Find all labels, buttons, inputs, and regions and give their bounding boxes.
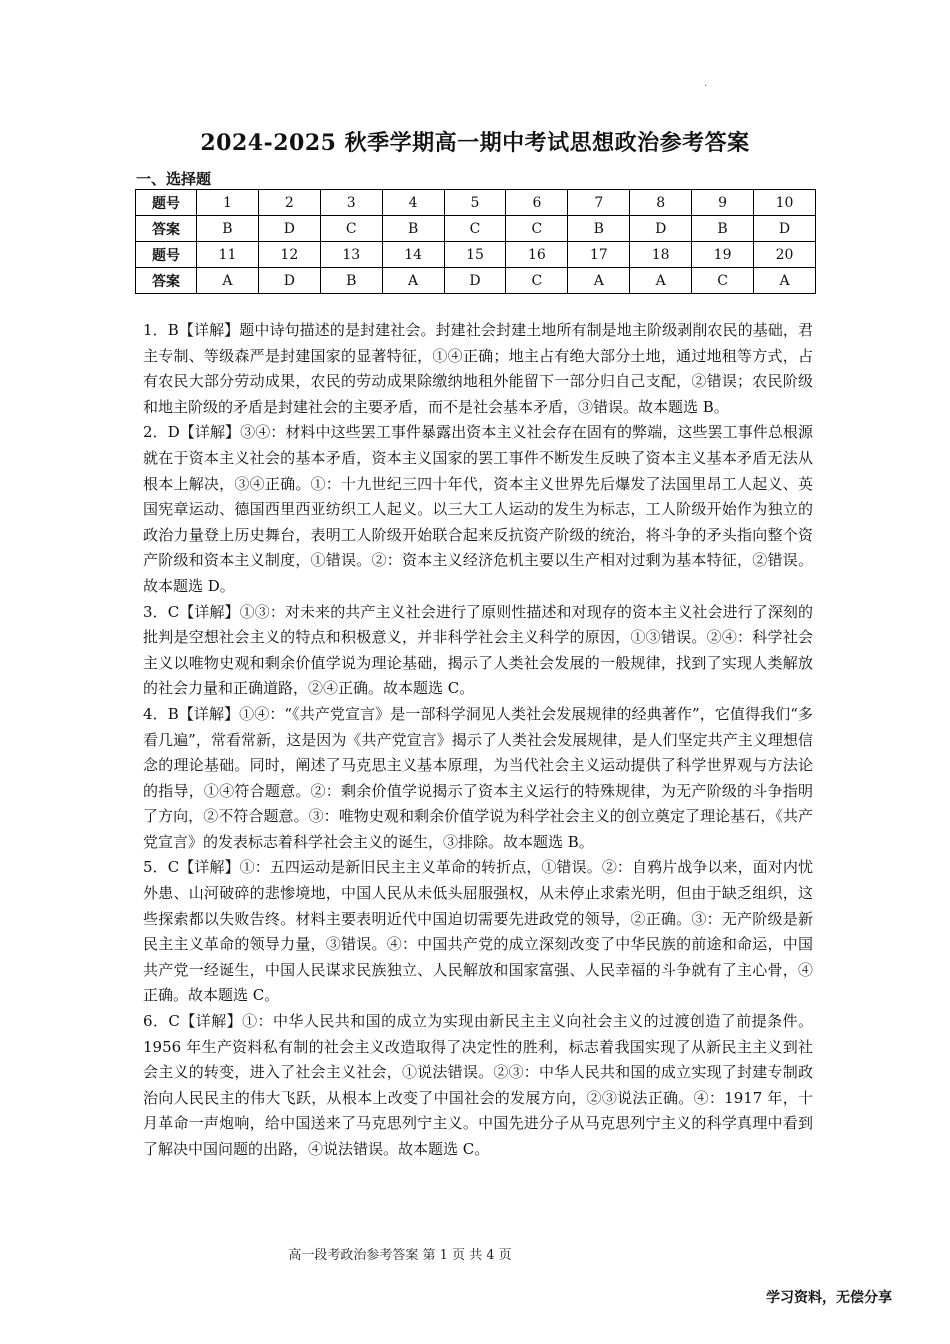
table-cell: D	[258, 268, 320, 294]
table-row-answers-1	[136, 216, 816, 242]
table-cell: A	[754, 268, 816, 294]
row-label: 题号	[136, 242, 197, 268]
table-cell: C	[692, 268, 754, 294]
table-cell: B	[197, 216, 259, 242]
table-cell: A	[197, 268, 259, 294]
page-footer: 高一段考政治参考答案 第 1 页 共 4 页	[288, 1248, 512, 1263]
table-cell: 2	[258, 190, 320, 216]
table-cell: 7	[568, 190, 630, 216]
explanation-item: 5．C【详解】①：五四运动是新旧民主主义革命的转折点，①错误。②：自鸦片战争以来，面对内忧外患、山河破碎的悲惨境地，中国人民从未低头屈服强权，从未停止求索光明，但由于缺乏组织，这些探索都以失败告终。材料主要表明近代中国迫切需要先进政党的领导，②正确。③：无产阶级是新民主主义革命的领导力量，③错误。④：中国共产党的成立深刻改变了中华民族的前途和命运，中国共产党一经诞生，中国人民谋求民族独立、人民解放和国家富强、人民幸福的斗争就有了主心骨，④正确。故本题选 C。	[143, 858, 813, 1005]
table-cell: C	[506, 268, 568, 294]
decorative-dot: .	[704, 78, 708, 89]
row-label: 答案	[136, 268, 197, 294]
table-cell: D	[754, 216, 816, 242]
table-cell: 16	[506, 242, 568, 268]
table-cell: B	[692, 216, 754, 242]
page-title: 2024-2025 秋季学期高一期中考试思想政治参考答案	[200, 130, 750, 156]
table-cell: D	[258, 216, 320, 242]
table-cell: A	[630, 268, 692, 294]
table-cell: 13	[320, 242, 382, 268]
table-row-numbers-2	[136, 242, 816, 268]
table-cell: 5	[444, 190, 506, 216]
table-cell: 17	[568, 242, 630, 268]
table-row-answers-2	[136, 268, 816, 294]
table-cell: B	[382, 216, 444, 242]
table-cell: 8	[630, 190, 692, 216]
explanation-item: 4．B【详解】①④：“《共产党宣言》是一部科学洞见人类社会发展规律的经典著作”，它值得我们“多看几遍”，常看常新，这是因为《共产党宣言》揭示了人类社会发展规律，是人们坚定共产主义理想信念的理论基础。同时，阐述了马克思主义基本原理，为当代社会主义运动提供了科学世界观与方法论的指导，①④符合题意。②：剩余价值学说揭示了资本主义运行的特殊规律，为无产阶级的斗争指明了方向，②不符合题意。③：唯物史观和剩余价值学说为科学社会主义的创立奠定了理论基石，《共产党宣言》的发表标志着科学社会主义的诞生，③排除。故本题选 B。	[143, 704, 813, 851]
row-label: 题号	[136, 190, 197, 216]
table-cell: D	[630, 216, 692, 242]
table-cell: 14	[382, 242, 444, 268]
explanation-item: 6．C【详解】①：中华人民共和国的成立为实现由新民主主义向社会主义的过渡创造了前提条件。1956 年生产资料私有制的社会主义改造取得了决定性的胜利，标志着我国实现了从新民主主义到社会主义的转变，进入了社会主义社会，①说法错误。②③：中华人民共和国的成立实现了封建专制政治向人民民主的伟大飞跃，从根本上改变了中国社会的发展方向，②③说法正确。④：1917 年，十月革命一声炮响，给中国送来了马克思列宁主义。中国先进分子从马克思列宁主义的科学真理中看到了解决中国问题的出路，④说法错误。故本题选 C。	[143, 1012, 813, 1158]
watermark-text: 学习资料，无偿分享	[766, 1290, 892, 1306]
explanation-list	[143, 318, 813, 1163]
table-cell: 3	[320, 190, 382, 216]
table-cell: B	[568, 216, 630, 242]
table-cell: D	[444, 268, 506, 294]
table-cell: 11	[197, 242, 259, 268]
table-cell: A	[382, 268, 444, 294]
table-cell: 12	[258, 242, 320, 268]
table-cell: C	[320, 216, 382, 242]
table-cell: B	[320, 268, 382, 294]
table-cell: 9	[692, 190, 754, 216]
table-cell: 15	[444, 242, 506, 268]
table-cell: 4	[382, 190, 444, 216]
table-cell: 19	[692, 242, 754, 268]
explanation-item: 3．C【详解】①③：对未来的共产主义社会进行了原则性描述和对现存的资本主义社会进行了深刻的批判是空想社会主义的特点和积极意义，并非科学社会主义科学的原因，①③错误。②④：科学社会主义以唯物史观和剩余价值学说为理论基础，揭示了人类社会发展的一般规律，找到了实现人类解放的社会力量和正确道路，②④正确。故本题选 C。	[143, 602, 813, 698]
explanation-item: 2．D【详解】③④：材料中这些罢工事件暴露出资本主义社会存在固有的弊端，这些罢工事件总根源就在于资本主义社会的基本矛盾，资本主义国家的罢工事件不断发生反映了资本主义基本矛盾无法从根本上解决，③④正确。①：十九世纪三四十年代，资本主义世界先后爆发了法国里昂工人起义、英国宪章运动、德国西里西亚纺织工人起义。以三大工人运动的发生为标志，工人阶级开始作为独立的政治力量登上历史舞台，表明工人阶级开始联合起来反抗资产阶级的统治，将斗争的矛头指向整个资产阶级和资本主义制度，①错误。②：资本主义经济危机主要以生产相对过剩为基本特征，②错误。故本题选 D。	[143, 423, 813, 595]
section-title: 一、选择题	[136, 170, 212, 188]
answer-table	[135, 189, 816, 294]
row-label: 答案	[136, 216, 197, 242]
table-cell: 1	[197, 190, 259, 216]
table-cell: A	[568, 268, 630, 294]
explanation-item: 1．B【详解】题中诗句描述的是封建社会。封建社会封建土地所有制是地主阶级剥削农民的基础，君主专制、等级森严是封建国家的显著特征，①④正确；地主占有绝大部分土地，通过地租等方式，占有农民大部分劳动成果，农民的劳动成果除缴纳地租外能留下一部分归自己支配，②错误；农民阶级和地主阶级的矛盾是封建社会的主要矛盾，而不是社会基本矛盾，③错误。故本题选 B。	[143, 321, 813, 416]
table-cell: 6	[506, 190, 568, 216]
table-cell: C	[506, 216, 568, 242]
table-row-numbers-1	[136, 190, 816, 216]
table-cell: 20	[754, 242, 816, 268]
table-cell: 10	[754, 190, 816, 216]
table-cell: 18	[630, 242, 692, 268]
table-cell: C	[444, 216, 506, 242]
